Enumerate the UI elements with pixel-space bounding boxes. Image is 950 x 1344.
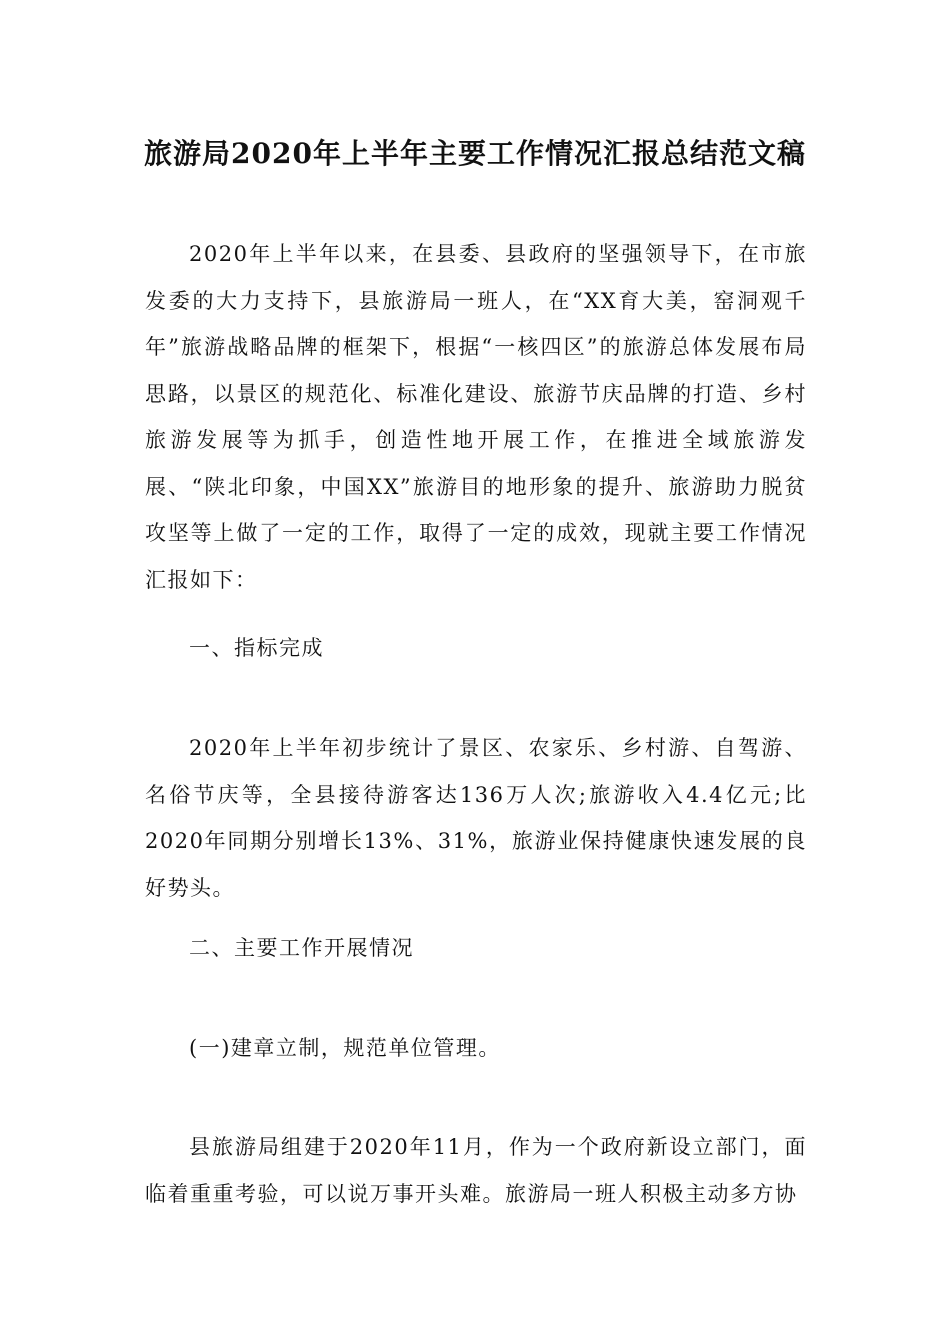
document-title: 旅游局2020年上半年主要工作情况汇报总结范文稿 <box>144 137 806 170</box>
section-heading-indicators: 一、指标完成 <box>189 636 324 660</box>
indicators-paragraph: 2020年上半年初步统计了景区、农家乐、乡村游、自驾游、名俗节庆等，全县接待游客达136万人次;旅游收入4.4亿元;比2020年同期分别增长13%、31%，旅游业保持健康快速发展的良好势头。 <box>145 736 807 900</box>
management-paragraph: 县旅游局组建于2020年11月，作为一个政府新设立部门，面临着重重考验，可以说万事开头难。旅游局一班人积极主动多方协 <box>145 1135 807 1206</box>
section-heading-main-work: 二、主要工作开展情况 <box>189 936 414 960</box>
subsection-heading-management: (一)建章立制，规范单位管理。 <box>189 1036 501 1060</box>
intro-paragraph: 2020年上半年以来，在县委、县政府的坚强领导下，在市旅发委的大力支持下，县旅游局一班人，在“XX育大美，窑洞观千年”旅游战略品牌的框架下，根据“一核四区”的旅游总体发展布局思路，以景区的规范化、标准化建设、旅游节庆品牌的打造、乡村旅游发展等为抓手，创造性地开展工作，在推进全域旅游发展、“陕北印象，中国XX”旅游目的地形象的提升、旅游助力脱贫攻坚等上做了一定的工作，取得了一定的成效，现就主要工作情况汇报如下： <box>145 242 807 592</box>
